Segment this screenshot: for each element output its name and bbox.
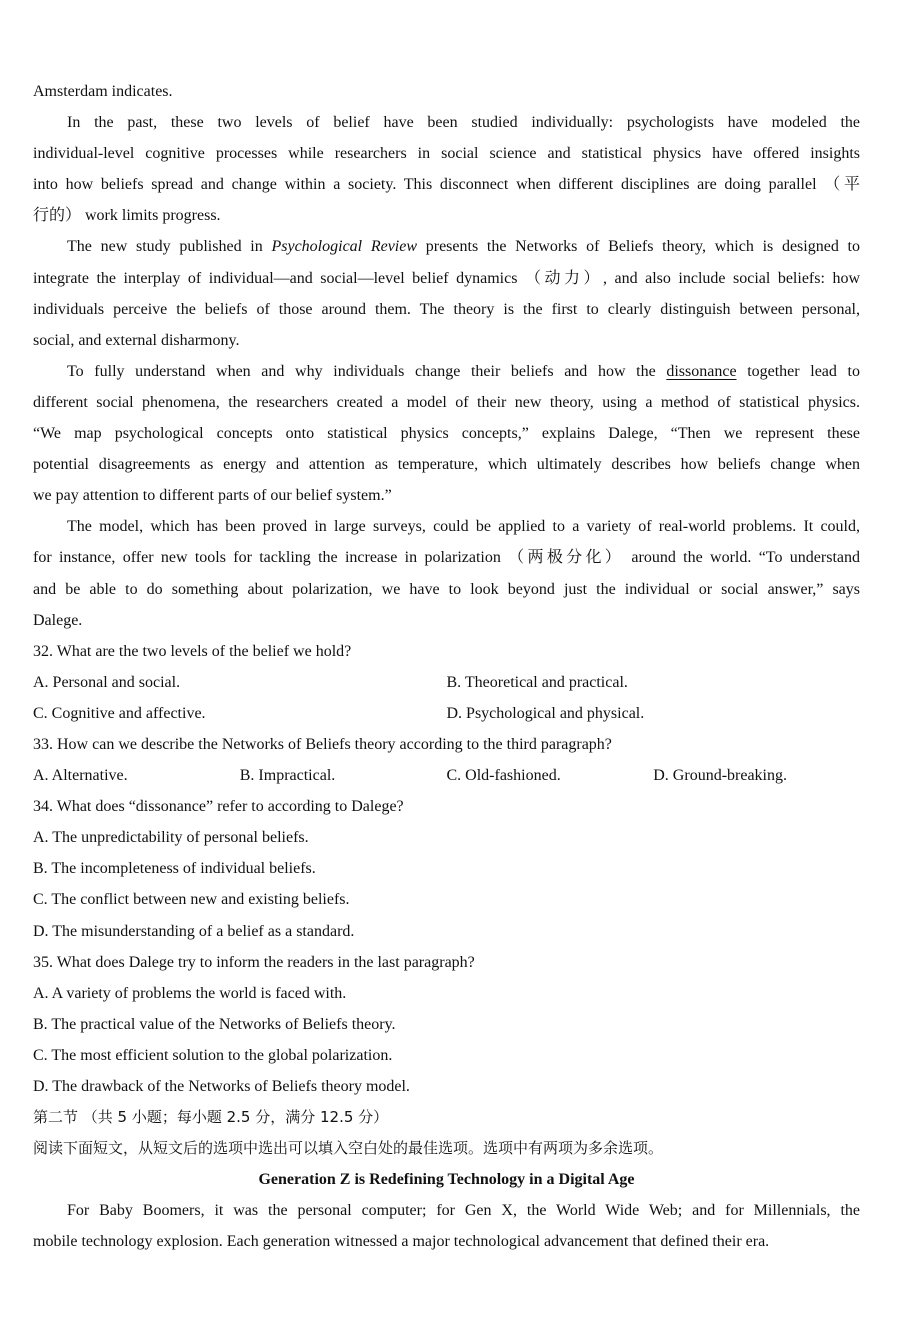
- option-d: D. Psychological and physical.: [446, 704, 645, 722]
- passage-line: In the past, these two levels of belief have been studied individually: psychologists have modeled the: [67, 114, 860, 132]
- option-b: B. The practical value of the Networks of Beliefs theory.: [33, 1015, 396, 1033]
- passage-line: Amsterdam indicates.: [33, 83, 173, 100]
- passage-line: mobile technology explosion. Each generation witnessed a major technological advancement that defined their era.: [33, 1233, 770, 1251]
- option-a: A. The unpredictability of personal beliefs.: [33, 829, 309, 847]
- passage-line: potential disagreements as energy and attention as temperature, which ultimately describes how beliefs change when: [33, 456, 860, 474]
- question-32: [33, 636, 860, 729]
- option-d: D. The misunderstanding of a belief as a standard.: [33, 922, 355, 940]
- question-33: [33, 729, 860, 791]
- passage-line: For Baby Boomers, it was the personal computer; for Gen X, the World Wide Web; and for Millennials, the: [67, 1202, 860, 1220]
- section-2: [33, 1102, 860, 1257]
- option-a: A. Alternative.: [33, 767, 128, 785]
- passage-line: individuals perceive the beliefs of those around them. The theory is the first to clearly distinguish between personal,: [33, 300, 860, 318]
- option-b: B. Theoretical and practical.: [446, 673, 628, 691]
- option-d: D. Ground-breaking.: [653, 767, 787, 785]
- text-run: To fully understand when and why individuals change their beliefs and how the: [67, 362, 667, 380]
- passage-line: Dalege.: [33, 611, 83, 629]
- paragraph-model: [33, 356, 860, 511]
- passage-line: individual-level cognitive processes while researchers in social science and statistical physics have offered insights: [33, 145, 860, 163]
- passage-line: [33, 231, 860, 262]
- passage-line: and be able to do something about polarization, we have to look beyond just the individual or social answer,” says: [33, 580, 860, 598]
- option-c: C. The conflict between new and existing beliefs.: [33, 891, 350, 909]
- question-34: [33, 791, 860, 946]
- passage-line: for instance, offer new tools for tackling the increase in polarization （两极分化） around the world. “To understand: [33, 549, 860, 567]
- question-stem: 34. What does “dissonance” refer to according to Dalege?: [33, 798, 404, 816]
- paragraph-application: [33, 511, 860, 635]
- underlined-word-dissonance: dissonance: [666, 362, 737, 380]
- option-c: C. The most efficient solution to the global polarization.: [33, 1046, 393, 1064]
- question-stem: 35. What does Dalege try to inform the readers in the last paragraph?: [33, 953, 475, 971]
- question-stem: 33. How can we describe the Networks of Beliefs theory according to the third paragraph?: [33, 735, 612, 753]
- journal-title: Psychological Review: [271, 238, 418, 256]
- passage-line: social, and external disharmony.: [33, 331, 240, 349]
- paragraph-new-study: [33, 231, 860, 355]
- passage-line: we pay attention to different parts of our belief system.”: [33, 487, 392, 505]
- passage-line: different social phenomena, the researchers created a model of their new theory, using a method of statistical physics.: [33, 393, 860, 411]
- question-35: [33, 947, 860, 1102]
- option-b: B. Impractical.: [239, 767, 336, 785]
- option-row: [33, 698, 860, 729]
- passage-line: [33, 356, 860, 387]
- passage-line: into how beliefs spread and change within a society. This disconnect when different disciplines are doing parallel （平: [33, 176, 860, 194]
- option-a: A. Personal and social.: [33, 673, 181, 691]
- passage-line: The model, which has been proved in large surveys, could be applied to a variety of real-world problems. It could,: [67, 518, 860, 536]
- section-instruction: 阅读下面短文，从短文后的选项中选出可以填入空白处的最佳选项。选项中有两项为多余选项。: [33, 1139, 664, 1158]
- text-run: The new study published in: [67, 238, 272, 256]
- passage-line: “We map psychological concepts onto statistical physics concepts,” explains Dalege, “Then we represent these: [33, 425, 860, 443]
- text-run: presents the Networks of Beliefs theory, which is designed to: [417, 238, 860, 256]
- option-c: C. Cognitive and affective.: [33, 704, 206, 722]
- exam-page: [33, 76, 860, 1258]
- text-run: together lead to: [736, 362, 860, 380]
- section-header: 第二节 （共 5 小题；每小题 2.5 分，满分 12.5 分）: [33, 1108, 389, 1127]
- option-d: D. The drawback of the Networks of Beliefs theory model.: [33, 1078, 410, 1095]
- question-stem: 32. What are the two levels of the belief we hold?: [33, 642, 352, 660]
- option-b: B. The incompleteness of individual beliefs.: [33, 860, 316, 878]
- paragraph-past-studies: [33, 107, 860, 231]
- option-row: [33, 760, 860, 791]
- passage-title: Generation Z is Redefining Technology in a Digital Age: [258, 1171, 635, 1189]
- option-row: [33, 667, 860, 698]
- passage-line: integrate the interplay of individual—and social—level belief dynamics （动力）, and also include social beliefs: how: [33, 269, 860, 287]
- passage-line: 行的） work limits progress.: [33, 207, 221, 225]
- option-c: C. Old-fashioned.: [446, 767, 561, 785]
- option-a: A. A variety of problems the world is faced with.: [33, 984, 347, 1002]
